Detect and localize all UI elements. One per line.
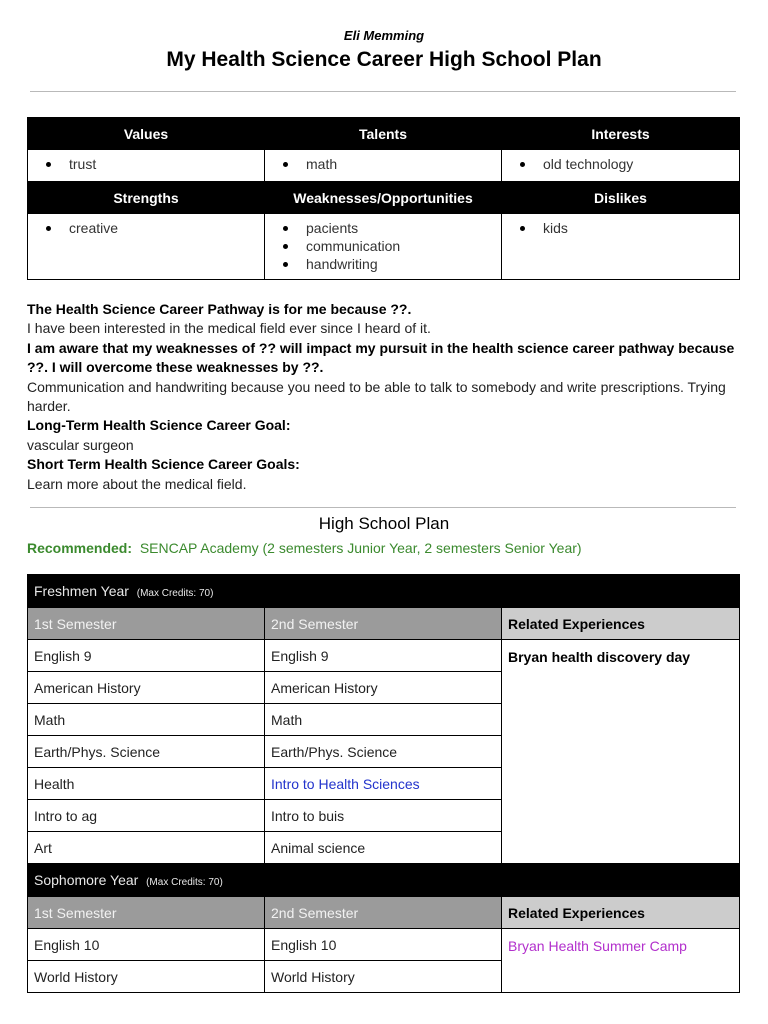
course-cell: Intro to buis — [265, 800, 502, 832]
list-item: kids — [530, 219, 731, 237]
weaknesses-cell — [265, 214, 502, 280]
related-experiences-header: Related Experiences — [502, 608, 740, 640]
semester-2-header: 2nd Semester — [265, 897, 502, 929]
list-item: trust — [56, 155, 256, 173]
table-row — [28, 640, 740, 672]
profile-grid — [27, 117, 740, 280]
course-cell: Animal science — [265, 832, 502, 864]
course-cell: World History — [265, 961, 502, 993]
values-cell — [28, 150, 265, 182]
list-item: communication — [293, 237, 493, 255]
course-cell: English 9 — [265, 640, 502, 672]
divider-top — [30, 91, 736, 92]
divider-middle — [30, 507, 736, 508]
course-cell: Health — [28, 768, 265, 800]
semester-2-header: 2nd Semester — [265, 608, 502, 640]
strengths-header: Strengths — [28, 182, 265, 214]
interests-header: Interests — [502, 118, 740, 150]
talents-cell — [265, 150, 502, 182]
course-cell: English 10 — [265, 929, 502, 961]
page-title: My Health Science Career High School Plan — [166, 48, 602, 71]
plan-title: High School Plan — [318, 514, 450, 533]
weaknesses-header: Weaknesses/Opportunities — [265, 182, 502, 214]
course-cell: American History — [28, 672, 265, 704]
interests-cell — [502, 150, 740, 182]
statements-section — [27, 300, 739, 494]
course-cell-highlighted: Intro to Health Sciences — [265, 768, 502, 800]
course-cell: Math — [265, 704, 502, 736]
course-cell: English 9 — [28, 640, 265, 672]
list-item: pacients — [293, 219, 493, 237]
course-cell: Earth/Phys. Science — [28, 736, 265, 768]
pathway-question: The Health Science Career Pathway is for me because ??. — [27, 301, 412, 317]
related-experience: Bryan health discovery day — [502, 640, 740, 864]
semester-1-header: 1st Semester — [28, 608, 265, 640]
list-item: old technology — [530, 155, 731, 173]
semester-1-header: 1st Semester — [28, 897, 265, 929]
recommended-text: SENCAP Academy (2 semesters Junior Year, 2 semesters Senior Year) — [139, 540, 582, 556]
short-term-goal-label: Short Term Health Science Career Goals: — [27, 456, 300, 473]
dislikes-cell — [502, 214, 740, 280]
long-term-goal-label: Long-Term Health Science Career Goal: — [27, 417, 291, 434]
list-item: math — [293, 155, 493, 173]
list-item: creative — [56, 219, 256, 237]
weakness-answer: Communication and handwriting because you need to be able to talk to somebody and write prescriptions. Trying harder. — [27, 378, 726, 415]
strengths-cell — [28, 214, 265, 280]
pathway-answer: I have been interested in the medical field ever since I heard of it. — [27, 320, 431, 337]
long-term-goal-value: vascular surgeon — [27, 436, 134, 453]
recommended-line — [27, 540, 582, 556]
year-header-sophomore: Sophomore Year (Max Credits: 70) — [28, 864, 740, 897]
course-cell: World History — [28, 961, 265, 993]
course-cell: Intro to ag — [28, 800, 265, 832]
recommended-label: Recommended: — [27, 540, 133, 556]
course-cell: Art — [28, 832, 265, 864]
course-plan-table — [27, 574, 740, 993]
course-cell: American History — [265, 672, 502, 704]
year-header-freshmen: Freshmen Year (Max Credits: 70) — [28, 575, 740, 608]
course-cell: English 10 — [28, 929, 265, 961]
list-item: handwriting — [293, 255, 493, 273]
weakness-question: I am aware that my weaknesses of ?? will impact my pursuit in the health science career pathway because ??. I will overcome these weaknesses by ??. — [27, 339, 735, 376]
related-experiences-header: Related Experiences — [502, 897, 740, 929]
course-cell: Math — [28, 704, 265, 736]
course-cell: Earth/Phys. Science — [265, 736, 502, 768]
values-header: Values — [28, 118, 265, 150]
short-term-goal-value: Learn more about the medical field. — [27, 475, 247, 492]
table-row — [28, 929, 740, 961]
author-name: Eli Memming — [343, 28, 425, 43]
talents-header: Talents — [265, 118, 502, 150]
related-experience: Bryan Health Summer Camp — [502, 929, 740, 993]
dislikes-header: Dislikes — [502, 182, 740, 214]
